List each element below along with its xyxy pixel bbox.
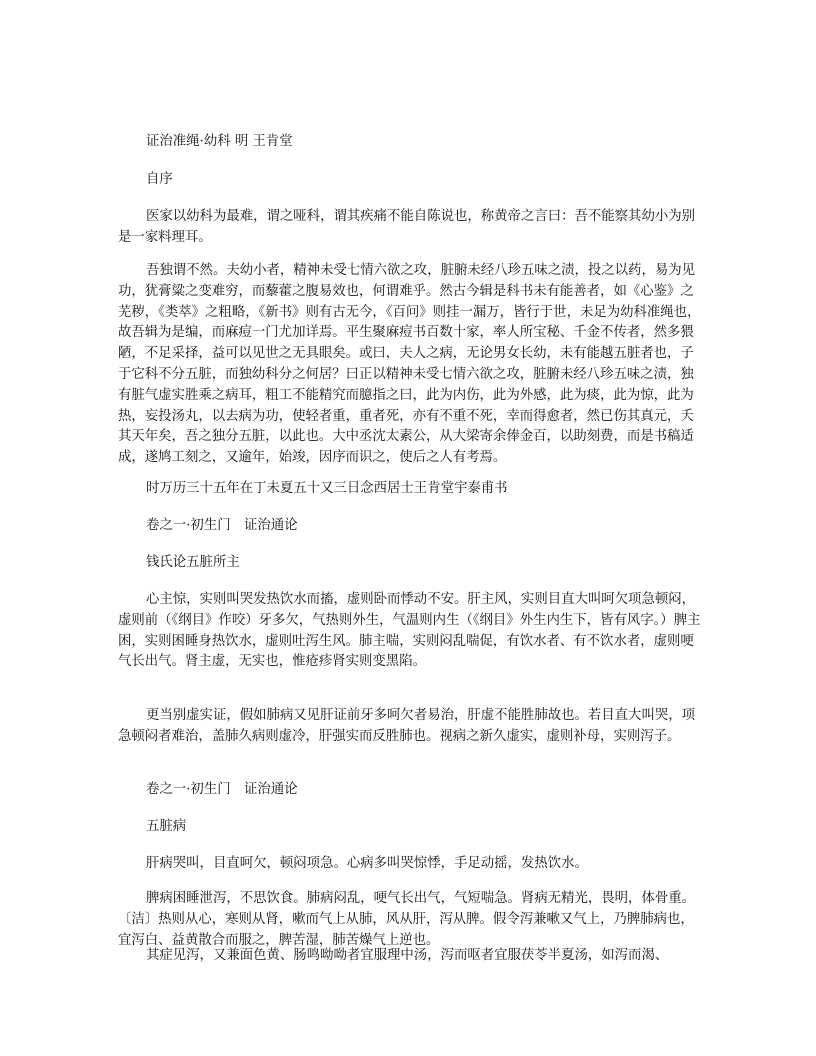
document-title: 证治准绳·幼科 明 王肯堂 — [146, 134, 293, 149]
body-paragraph: 脾病困睡泄泻，不思饮食。肺病闷乱，哽气长出气，气短喘急。肾病无精光，畏明，体骨重。〔洁〕热则从心，寒则从肾，嗽而气上从肺，风从肝，泻从脾。假令泻兼嗽又气上，乃脾肺病也，宜泻白、益黄散合而服之，脾苦湿，肺苦燥气上逆也。 — [118, 891, 696, 948]
section-heading: 卷之一·初生门 证治通论 — [146, 518, 298, 533]
preface-signature: 时万历三十五年在丁未夏五十又三日念西居士王肯堂宇泰甫书 — [146, 481, 508, 496]
preface-paragraph-1: 医家以幼科为最难，谓之哑科，谓其疾痛不能自陈说也，称黄帝之言曰：吾不能察其幼小为别是一家料理耳。 — [118, 209, 696, 245]
body-paragraph: 其症见泻，又兼面色黄、肠鸣呦呦者宜服理中汤，泻而呕者宜服茯苓半夏汤，如泻而渴、 — [146, 948, 669, 963]
section-subheading: 钱氏论五脏所主 — [146, 555, 240, 570]
body-paragraph: 肝病哭叫，目直呵欠，顿闷项急。心病多叫哭惊悸，手足动摇，发热饮水。 — [146, 856, 588, 871]
body-paragraph: 心主惊，实则叫哭发热饮水而搐，虚则卧而悸动不安。肝主风，实则目直大叫呵欠项急顿闷，虚则前（《纲目》作咬）牙多欠，气热则外生，气温则内生（《纲目》外生内生下，皆有风字。）脾主困，实则困睡身热饮水，虚则吐泻生风。肺主喘，实则闷乱喘促，有饮水者、有不饮水者，虚则哽气长出气。肾主虚，无实也，惟疮疹肾实则变黑陷。 — [118, 592, 701, 670]
section-subheading: 五脏病 — [146, 819, 187, 834]
preface-paragraph-2: 吾独谓不然。夫幼小者，精神未受七情六欲之攻，脏腑未经八珍五味之渍，投之以药，易为见功，犹膏粱之变难穷，而藜藿之腹易效也，何谓难乎。然古今辑是科书未有能善者，如《心鉴》之芜秽，《类萃》之粗略，《新书》则有古无今，《百问》则挂一漏万，皆行于世，未足为幼科准绳也，故吾辑为是编，而麻痘一门尤加详焉。平生聚麻痘书百数十家，率人所宝秘、千金不传者，然多猥陋，不足采择，益可以见世之无具眼矣。或曰，夫人之病，无论男女长幼，未有能越五脏者也，子于它科不分五脏，而独幼科分之何居？曰正以精神未受七情六欲之攻，脏腑未经八珍五味之渍，独有脏气虚实胜乘之病耳，粗工不能精究而臆指之曰，此为内伤，此为外感，此为痰，此为惊，此为热，妄投汤丸，以去病为功，使轻者重，重者死，亦有不重不死，幸而得愈者，然已伤其真元，夭其天年矣，吾之独分五脏，以此也。大中丞沈太素公，从大梁寄余俸金百，以助刻费，而是书稿适成，遂鸠工刻之，又逾年，始竣，因序而识之，使后之人有考焉。 — [118, 263, 701, 466]
preface-heading: 自序 — [146, 172, 173, 187]
body-paragraph: 更当别虚实证，假如肺病又见肝证前牙多呵欠者易治，肝虚不能胜肺故也。若目直大叫哭，项急顿闷者难治，盖肺久病则虚冷，肝强实而反胜肺也。视病之新久虚实，虚则补母，实则泻子。 — [118, 708, 696, 744]
section-heading: 卷之一·初生门 证治通论 — [146, 782, 298, 797]
